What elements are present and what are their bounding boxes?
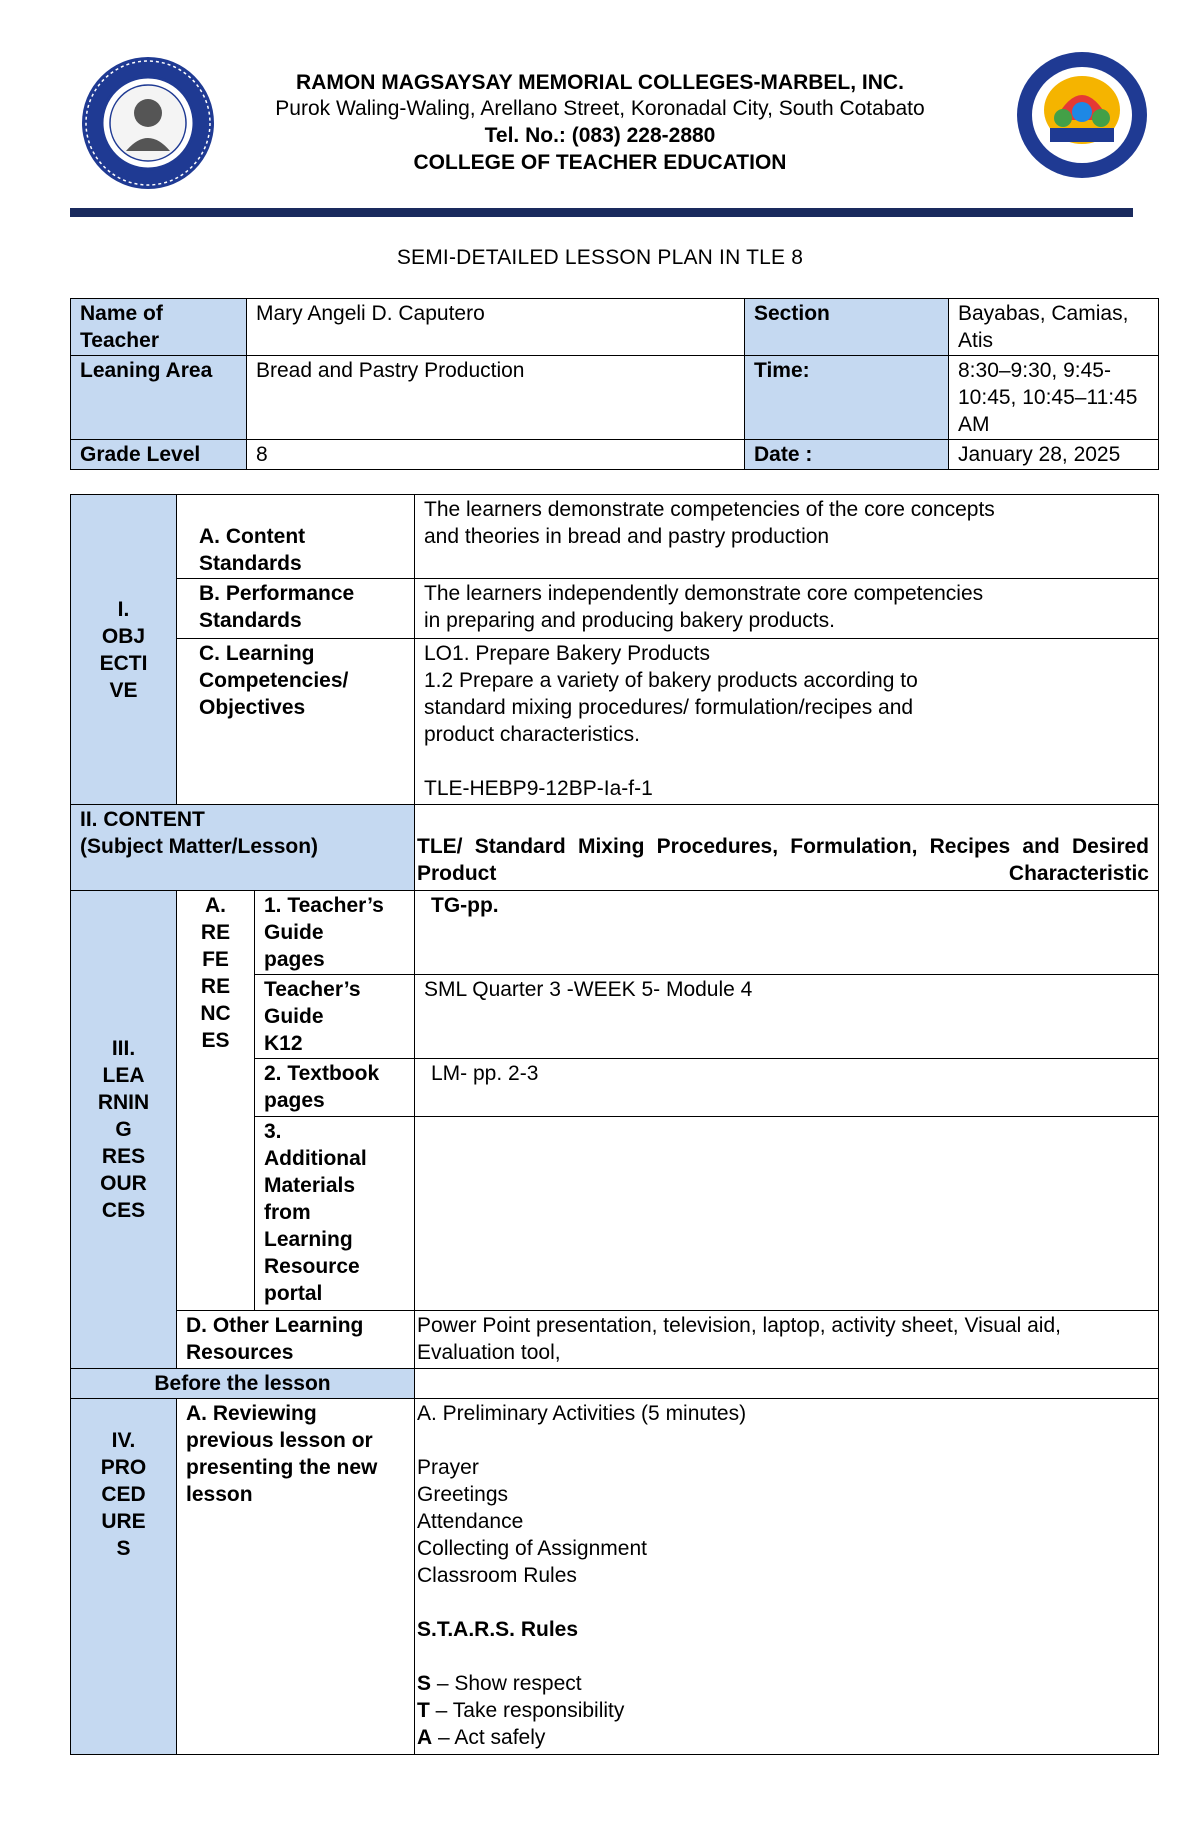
resources-tg-row (71, 891, 1159, 975)
tg-pages-value: TG-pp. (415, 891, 1159, 975)
performance-standards-value: The learners independently demonstrate core competencies in preparing and producing bakery products. (415, 579, 1159, 639)
references-label: A. RE FE RE NC ES (177, 891, 255, 1311)
content-row (71, 805, 1159, 891)
institution-phone: Tel. No.: (083) 228-2880 (484, 124, 716, 147)
preliminary-activities-title: A. Preliminary Activities (5 minutes) (417, 1402, 747, 1425)
content-standards-value: The learners demonstrate competencies of the core concepts and theories in bread and pastry production (415, 495, 1159, 579)
resources-section-label: III. LEA RNIN G RES OUR CES (71, 891, 177, 1369)
activity-item: Collecting of Assignment (417, 1537, 647, 1560)
activity-item: Attendance (417, 1510, 524, 1533)
procedures-row (71, 1399, 1159, 1755)
grade-label: Grade Level (71, 440, 247, 470)
date-value: January 28, 2025 (949, 440, 1159, 470)
teacher-label: Name of Teacher (71, 299, 247, 356)
before-lesson-row (71, 1369, 1159, 1399)
objective-competency-row (71, 639, 1159, 805)
area-value: Bread and Pastry Production (247, 356, 745, 440)
procedures-content (415, 1399, 1159, 1755)
textbook-value: LM- pp. 2-3 (415, 1059, 1159, 1117)
tg-k12-value: SML Quarter 3 -WEEK 5- Module 4 (415, 975, 1159, 1059)
section-label: Section (745, 299, 949, 356)
activity-item: Classroom Rules (417, 1564, 577, 1587)
lesson-plan-table (70, 494, 1159, 1755)
header-rule (70, 208, 1133, 217)
before-lesson-label: Before the lesson (71, 1369, 415, 1399)
info-row-teacher (71, 299, 1159, 356)
rule-item (417, 1724, 1149, 1751)
resources-other-row (71, 1311, 1159, 1369)
additional-materials-value (415, 1117, 1159, 1311)
area-label: Leaning Area (71, 356, 247, 440)
tg-k12-label: Teacher’s Guide K12 (255, 975, 415, 1059)
content-section-label: II. CONTENT (Subject Matter/Lesson) (71, 805, 415, 891)
date-label: Date : (745, 440, 949, 470)
section-value: Bayabas, Camias, Atis (949, 299, 1159, 356)
learning-competencies-label: C. Learning Competencies/ Objectives (177, 639, 415, 805)
additional-materials-label: 3. Additional Materials from Learning Resource portal (255, 1117, 415, 1311)
rule-letter: A (417, 1726, 433, 1749)
page-title: SEMI-DETAILED LESSON PLAN IN TLE 8 (396, 246, 804, 269)
stars-rules-title: S.T.A.R.S. Rules (417, 1618, 579, 1641)
rule-text: – Act safely (432, 1726, 546, 1749)
rule-letter: S (417, 1672, 432, 1695)
objective-section-label: I. OBJ ECTI VE (71, 495, 177, 805)
learning-competencies-value: LO1. Prepare Bakery Products 1.2 Prepare a variety of bakery products according to standard mixing procedures/ formulation/recipes and product characteristics. TLE-HEBP9-12BP-Ia-f-1 (415, 639, 1159, 805)
info-table (70, 298, 1159, 470)
performance-standards-label: B. Performance Standards (177, 579, 415, 639)
teacher-value: Mary Angeli D. Caputero (247, 299, 745, 356)
rule-item (417, 1670, 1149, 1697)
college-name: COLLEGE OF TEACHER EDUCATION (413, 151, 787, 174)
seal-icon (80, 55, 216, 191)
activity-item: Greetings (417, 1483, 509, 1506)
content-standards-label: A. Content Standards (177, 495, 415, 579)
before-lesson-value (415, 1369, 1159, 1399)
objective-performance-row (71, 579, 1159, 639)
grade-value: 8 (247, 440, 745, 470)
rule-text: – Show respect (431, 1672, 582, 1695)
content-subject-matter: TLE/ Standard Mixing Procedures, Formulation, Recipes and Desired Product Characteristic (415, 805, 1159, 891)
institution-name: RAMON MAGSAYSAY MEMORIAL COLLEGES-MARBEL, INC. (296, 71, 904, 94)
rule-letter: T (417, 1699, 430, 1722)
college-logo-icon (1015, 50, 1150, 180)
institution-address: Purok Waling-Waling, Arellano Street, Koronadal City, South Cotabato (275, 97, 925, 120)
document-header (0, 0, 1200, 230)
reviewing-lesson-label: A. Reviewing previous lesson or presenting the new lesson (177, 1399, 415, 1755)
other-resources-value: Power Point presentation, television, laptop, activity sheet, Visual aid, Evaluation tool, (415, 1311, 1159, 1369)
rule-item (417, 1697, 1149, 1724)
time-value: 8:30–9:30, 9:45-10:45, 10:45–11:45 AM (949, 356, 1159, 440)
activity-item: Prayer (417, 1456, 479, 1479)
info-row-grade (71, 440, 1159, 470)
rule-text: – Take responsibility (429, 1699, 625, 1722)
procedures-section-label: IV. PRO CED URE S (71, 1399, 177, 1755)
time-label: Time: (745, 356, 949, 440)
textbook-label: 2. Textbook pages (255, 1059, 415, 1117)
info-row-area (71, 356, 1159, 440)
other-resources-label: D. Other Learning Resources (177, 1311, 415, 1369)
tg-pages-label: 1. Teacher’s Guide pages (255, 891, 415, 975)
objective-content-row (71, 495, 1159, 579)
